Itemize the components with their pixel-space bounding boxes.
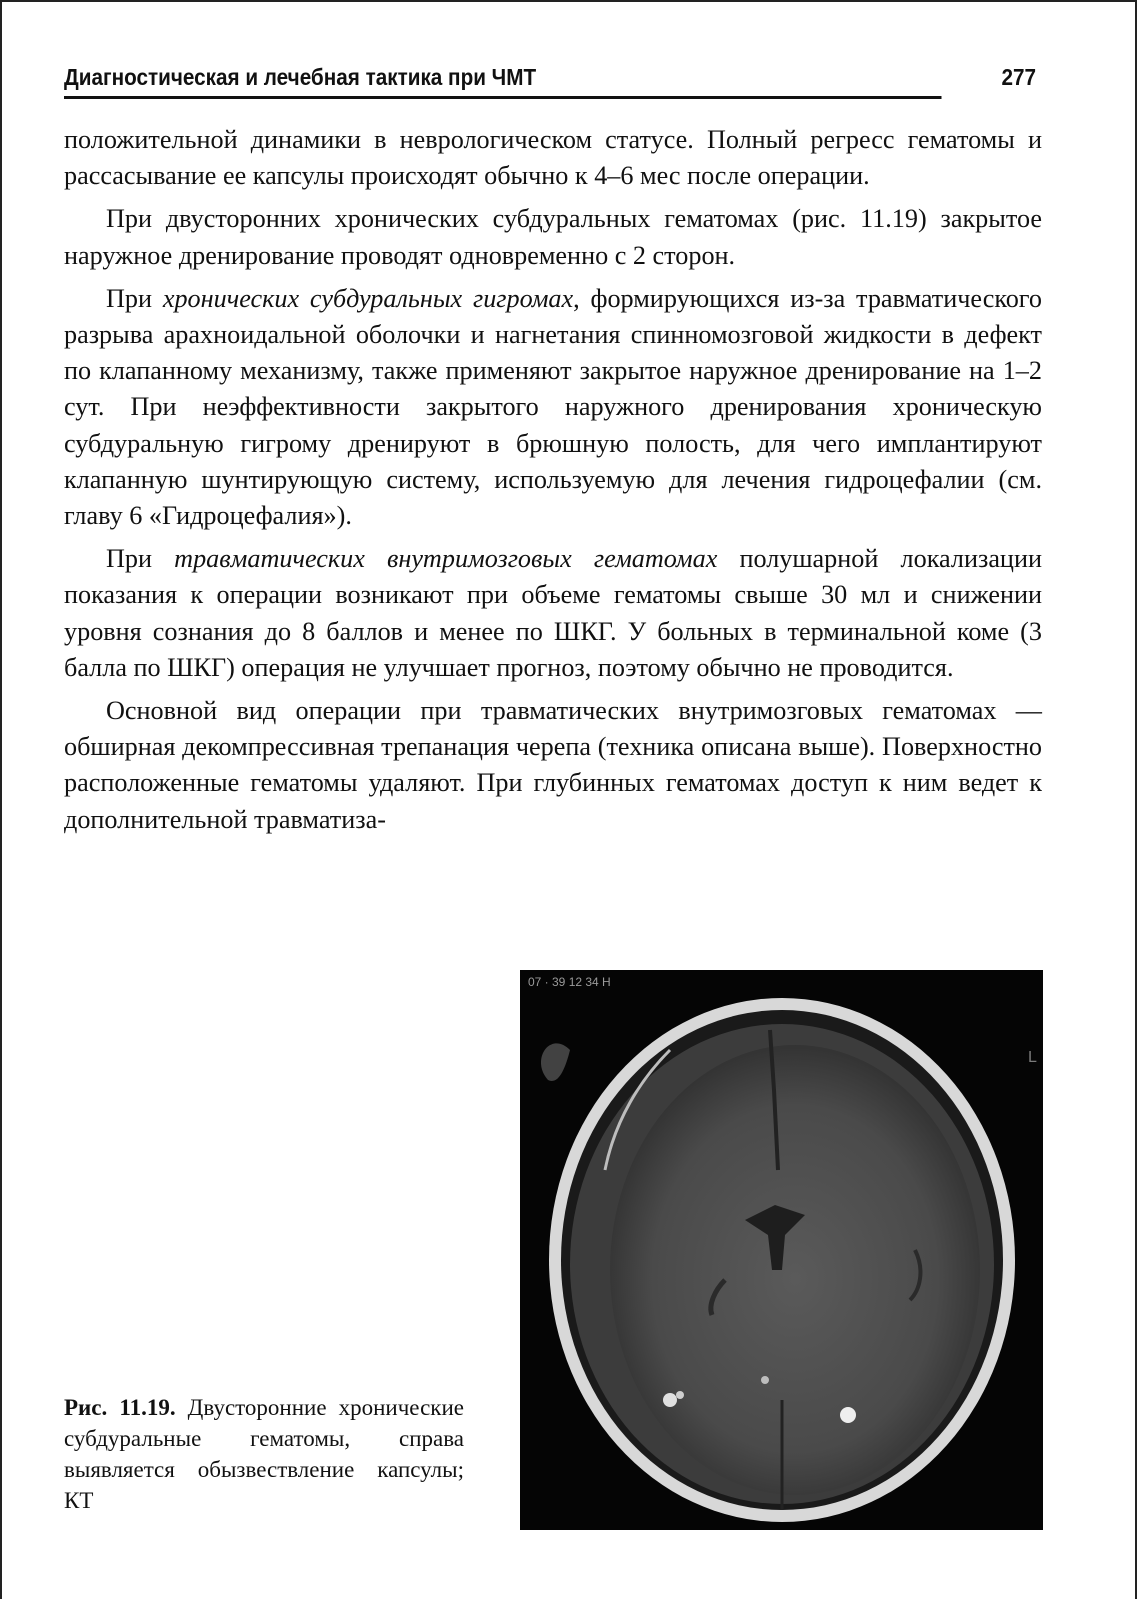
scan-overlay-text: 07 · 39 12 34 H [528, 975, 611, 989]
scan-side-marker: L [1028, 1049, 1037, 1066]
caption-text: Двусторонние хронические субдуральные гематомы, справа выявляется обызвествление капсулы; КТ [64, 1395, 464, 1513]
paragraph-4 [64, 541, 1042, 686]
term-traumatic-intracerebral-hematomas: травматических внутримозговых гематомах [174, 544, 718, 574]
paragraph-3-rest: , формирующихся из-за травматического разрыва арахноидальной оболочки и нагнетания спинномозговой жидкости в дефект по клапанному механизму, также применяют закрытое наружное дренирование на 1–2 сут. При неэффективности закрытого наружного дренирования хроническую субдуральную гигрому дренируют в брюшную полость, для чего имплантируют клапанную шунтирующую систему, используемую для лечения гидроцефалии (см. главу 6 «Гидроцефалия»). [64, 283, 1042, 531]
caption-label: Рис. 11.19. [64, 1395, 176, 1420]
paragraph-3 [64, 281, 1042, 534]
paragraph-3-lead: При [106, 283, 163, 313]
ct-scan-image [520, 970, 1043, 1530]
paragraph-4-lead: При [106, 544, 175, 574]
running-title: Диагностическая и лечебная тактика при ЧМТ [64, 64, 537, 90]
body-text [64, 122, 1042, 845]
term-chronic-subdural-hygromas: хронических субдуральных гигромах [162, 283, 574, 313]
paragraph-1: положительной динамики в неврологическом статусе. Полный регресс гематомы и рассасывание ее капсулы происходят обычно к 4–6 мес после операции. [64, 125, 1042, 191]
page-number: 277 [1001, 64, 1036, 90]
paragraph-5: Основной вид операции при травматических внутримозговых гематомах — обширная декомпрессивная трепанация черепа (техника описана выше). Поверхностно расположенные гематомы удаляют. При глубинных гематомах доступ к ним ведет к дополнительной травматиза- [64, 696, 1042, 834]
running-head [64, 60, 1036, 99]
paragraph-2: При двусторонних хронических субдуральных гематомах (рис. 11.19) закрытое наружное дренирование проводят одновременно с 2 сторон. [64, 204, 1042, 270]
paragraph-4-rest: полушарной локализации показания к операции возникают при объеме гематомы свыше 30 мл и снижении уровня сознания до 8 баллов и менее по ШКГ. У больных в терминальной коме (3 балла по ШКГ) операция не улучшает прогноз, поэтому обычно не проводится. [64, 544, 1042, 682]
figure-caption [64, 1392, 464, 1516]
